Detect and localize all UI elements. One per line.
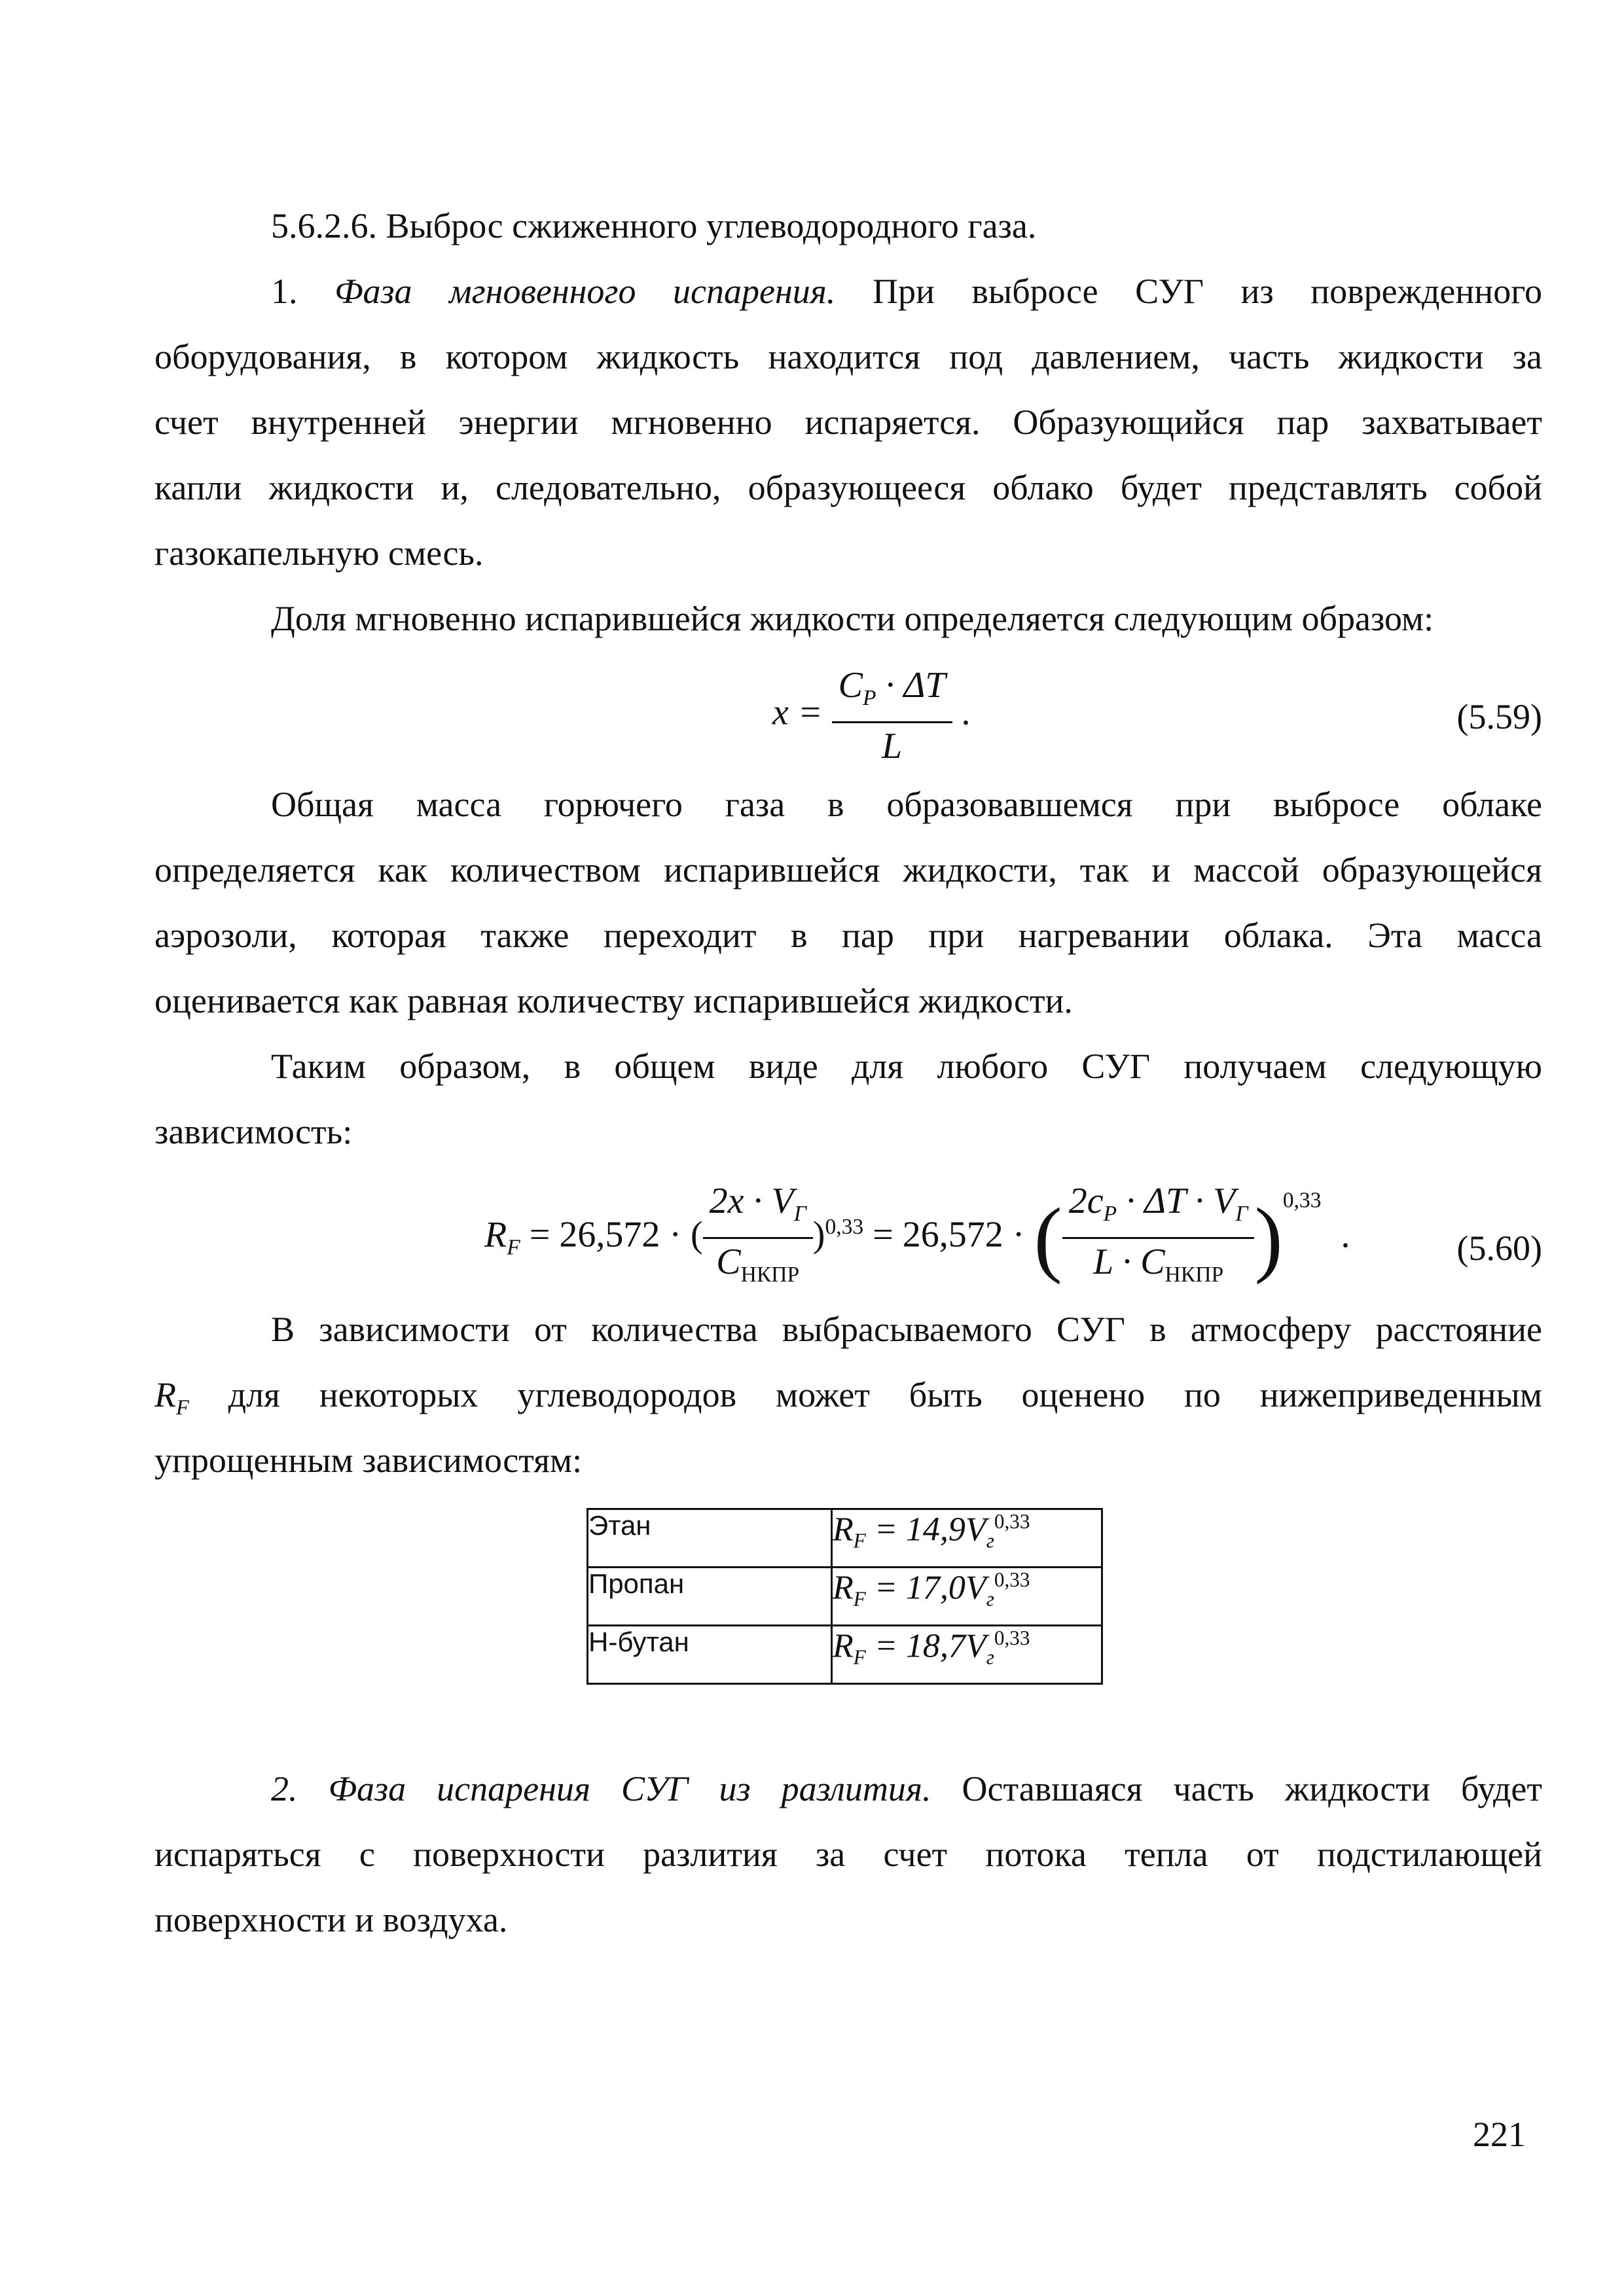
p4-line2: зависимость: <box>154 1112 353 1151</box>
equation-5-59 <box>772 662 971 769</box>
eq560-exp2: 0,33 <box>1282 1188 1322 1213</box>
p5-line3: упрощенным зависимостям: <box>154 1441 583 1480</box>
rf-formula: $R_F = 17,0V_г^{0,33}$ <box>832 1568 1102 1626</box>
p1-line4: капли жидкости и, следовательно, образующееся облако будет представлять собой <box>154 468 1542 507</box>
substance-name: Пропан <box>588 1568 832 1626</box>
eq560-fraction2: $\frac{2c_P \cdot \Delta T \cdot V_Г}{L \cdot C_{НКПР}}$ <box>1062 1178 1255 1298</box>
eq560-exp1: 0,33 <box>825 1214 864 1239</box>
eq559-dot: . <box>961 692 971 733</box>
p3-line3: аэрозоли, которая также переходит в пар при нагревании облака. Эта масса <box>154 916 1542 955</box>
p1-line1-text: При выбросе СУГ из поврежденного <box>872 272 1542 311</box>
p1-line5: газокапельную смесь. <box>154 533 484 573</box>
eq560-fraction1: $\frac{2x \cdot V_Г}{C_{НКПР}}$ <box>703 1178 813 1298</box>
table-row <box>588 1568 1102 1626</box>
rf-table <box>586 1508 1103 1685</box>
eq560-rparen: ) <box>1254 1191 1283 1285</box>
p6-line3: поверхности и воздуха. <box>154 1900 508 1939</box>
substance-name: Этан <box>588 1509 832 1568</box>
p5-line1: В зависимости от количества выбрасываемого СУГ в атмосферу расстояние <box>271 1310 1542 1349</box>
phase1-title: Фаза мгновенного испарения. <box>334 272 836 311</box>
eq560-part2: = 26,572 · <box>863 1214 1034 1255</box>
eq559-lhs: x = <box>772 692 823 733</box>
p4-line1: Таким образом, в общем виде для любого СУГ получаем следующую <box>271 1047 1542 1086</box>
substance-name: Н-бутан <box>588 1626 832 1684</box>
p3-line2: определяется как количеством испарившейся жидкости, так и массой образующейся <box>154 850 1542 889</box>
section-heading: 5.6.2.6. Выброс сжиженного углеводородного газа. <box>271 206 1037 245</box>
p1-line1 <box>271 270 1542 313</box>
p3-line1: Общая масса горючего газа в образовавшемся при выбросе облаке <box>271 785 1542 824</box>
table-row <box>588 1626 1102 1684</box>
eq560-r: R <box>484 1214 507 1255</box>
p2-text: Доля мгновенно испарившейся жидкости определяется следующим образом: <box>271 599 1434 638</box>
eq560-part1: = 26,572 · ( <box>520 1214 703 1255</box>
eq560-lparen: ( <box>1034 1191 1062 1285</box>
eq559-denominator: L <box>882 726 903 767</box>
eq560-number: (5.60) <box>1456 1229 1542 1268</box>
equation-5-60: $R_F = 26,572$ · ( $\frac{2x \cdot V_Г}{C_{НКПР}}$ )$^{0,33}$ = 26,572 · ( $\frac{2c_P \cdot \Delta T \cdot V_Г}{L \cdot C_{НКПР}}$ )$^{0,33}$. <box>484 1178 1350 1298</box>
rf-formula: $R_F = 18,7V_г^{0,33}$ <box>832 1626 1102 1684</box>
rf-formula: $R_F = 14,9V_г^{0,33}$ <box>832 1509 1102 1568</box>
p3-line4: оценивается как равная количеству испарившейся жидкости. <box>154 981 1073 1020</box>
p1-line3: счет внутренней энергии мгновенно испаряется. Образующийся пар захватывает <box>154 403 1542 442</box>
eq559-numerator: $C_P \cdot \Delta T$ <box>832 662 952 723</box>
p5-line2: $R_F$ для некоторых углеводородов может быть оценено по нижеприведенным <box>154 1375 1543 1420</box>
eq559-number: (5.59) <box>1456 697 1542 736</box>
table-row <box>588 1509 1102 1568</box>
p1-line2: оборудования, в котором жидкость находится под давлением, часть жидкости за <box>154 337 1542 376</box>
phase2-title: 2. Фаза испарения СУГ из разлития. <box>271 1769 931 1808</box>
p6-line2: испаряться с поверхности разлития за счет потока тепла от подстилающей <box>154 1835 1542 1874</box>
p1-number: 1. <box>271 272 298 311</box>
eq559-fraction <box>832 662 952 769</box>
p6-line1: 2. Фаза испарения СУГ из разлития. Оставшаяся часть жидкости будет <box>271 1769 1542 1808</box>
page-number: 221 <box>1473 2115 1526 2154</box>
